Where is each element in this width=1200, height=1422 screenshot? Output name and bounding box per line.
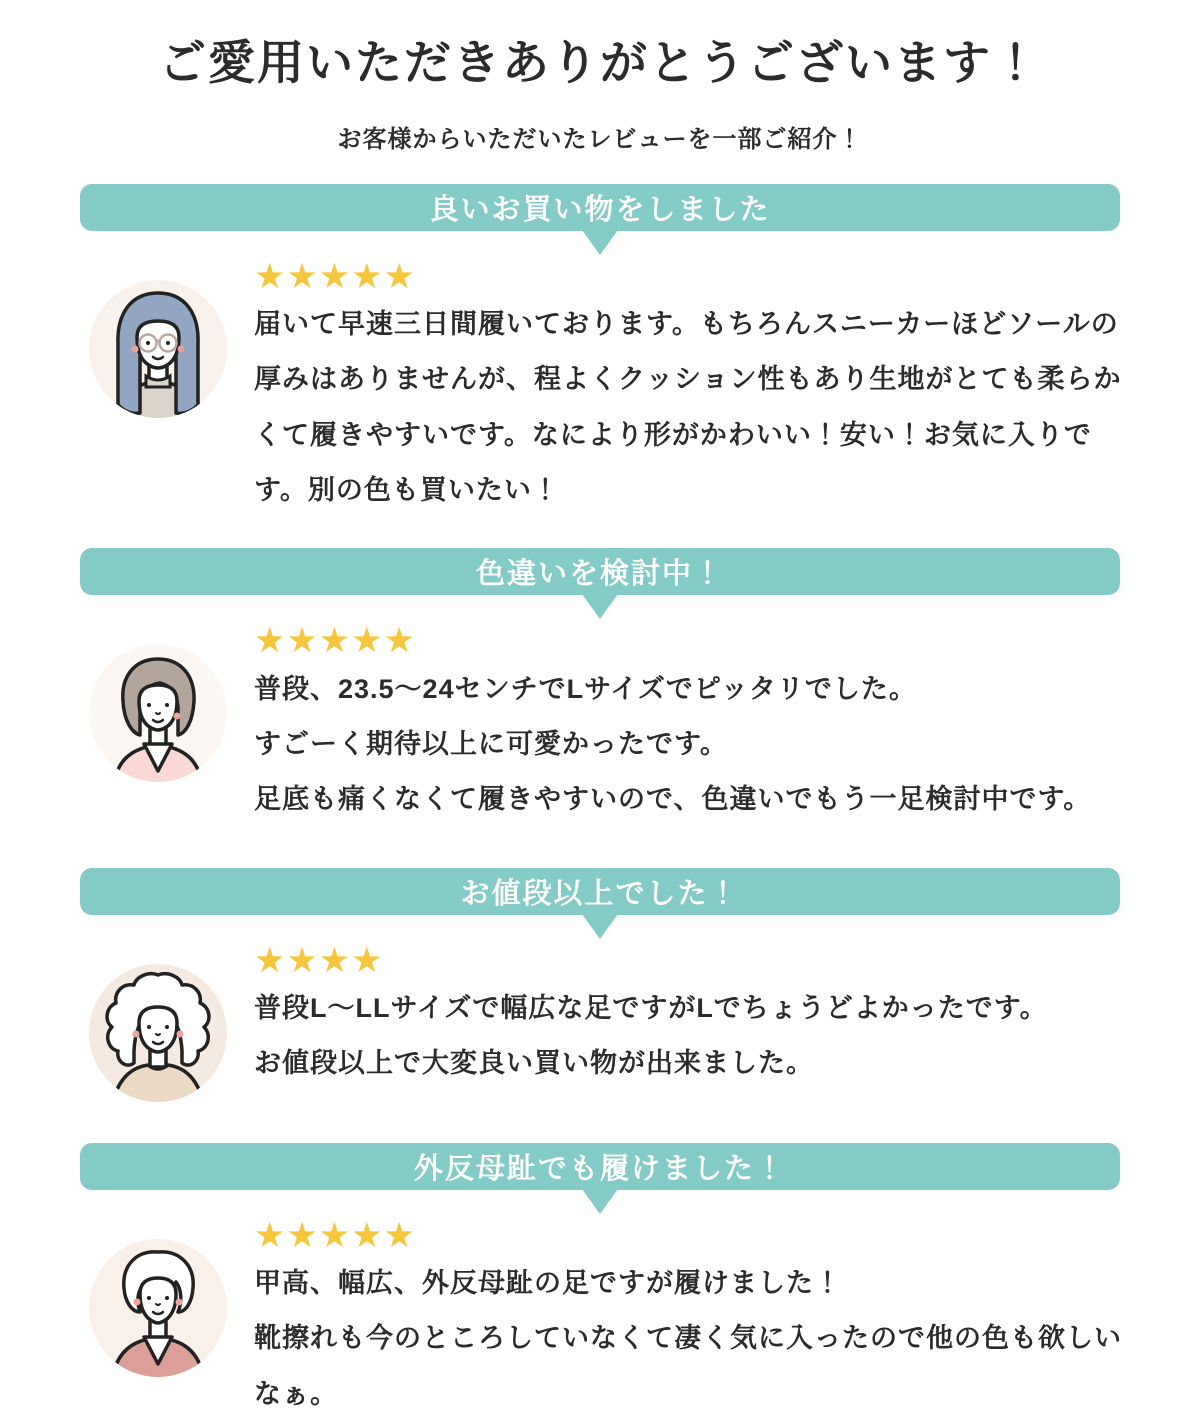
review-text: 普段、23.5〜24センチでLサイズでピッタリでした。 (254, 673, 917, 704)
review-banner-label: 色違いを検討中！ (475, 558, 724, 591)
review-row (0, 619, 1200, 827)
review-text: 足底も痛くなくて履きやすいので、色違いでもう一足検討中です。 (254, 784, 1092, 815)
review-section-3 (0, 868, 1200, 1103)
reviewer-avatar (88, 279, 228, 419)
review-text: すごーく期待以上に可愛かったです。 (254, 728, 728, 759)
woman-short-hair-avatar-icon (88, 1238, 228, 1378)
page-subtitle: お客様からいただいたレビューを一部ご紹介！ (337, 125, 863, 153)
review-text: お値段以上で大変良い買い物が出来ました。 (254, 1048, 814, 1079)
woman-bob-hair-avatar-icon (88, 643, 228, 783)
review-row (0, 939, 1200, 1103)
review-banner (80, 184, 1120, 231)
review-banner-label: お値段以上でした！ (460, 877, 740, 910)
review-banner (80, 1143, 1120, 1190)
review-section-4 (0, 1143, 1200, 1422)
review-banner (80, 548, 1120, 595)
woman-curly-hair-avatar-icon (88, 963, 228, 1103)
review-row (0, 1214, 1200, 1422)
review-text: 靴擦れも今のところしていなくて凄く気に入ったので他の色も欲しいなぁ。 (254, 1323, 1122, 1409)
banner-pointer-icon (582, 230, 618, 255)
star-rating: ★★★★★ (254, 621, 416, 661)
star-rating: ★★★★ (254, 940, 384, 980)
review-section-2 (0, 548, 1200, 827)
reviewer-avatar (88, 963, 228, 1103)
reviewer-avatar (88, 1238, 228, 1378)
star-rating: ★★★★★ (254, 256, 416, 296)
review-section-1 (0, 184, 1200, 519)
review-banner (80, 868, 1120, 915)
review-text: 普段L〜LLサイズで幅広な足ですがLでちょうどよかったです。 (254, 992, 1048, 1023)
review-content (254, 255, 1144, 519)
reviewer-avatar (88, 643, 228, 783)
review-banner-label: 良いお買い物をしました (429, 193, 771, 226)
review-content (254, 1214, 1144, 1422)
banner-pointer-icon (582, 594, 618, 619)
banner-pointer-icon (582, 1189, 618, 1214)
review-content (254, 939, 1144, 1092)
review-banner-label: 外反母趾でも履けました！ (413, 1152, 786, 1185)
woman-long-hair-glasses-avatar-icon (88, 279, 228, 419)
review-text: 甲高、幅広、外反母趾の足ですが履けました！ (254, 1267, 842, 1298)
page-title: ご愛用いただきありがとうございます！ (159, 36, 1041, 89)
review-text: 届いて早速三日間履いております。もちろんスニーカーほどソールの厚みはありませんが、程よくクッション性もあり生地がとても柔らかくて履きやすいです。なにより形がかわいい！安い！お気に入りです。別の色も買いたい！ (254, 309, 1122, 506)
banner-pointer-icon (582, 914, 618, 939)
review-content (254, 619, 1144, 827)
star-rating: ★★★★★ (254, 1215, 416, 1255)
review-row (0, 255, 1200, 519)
